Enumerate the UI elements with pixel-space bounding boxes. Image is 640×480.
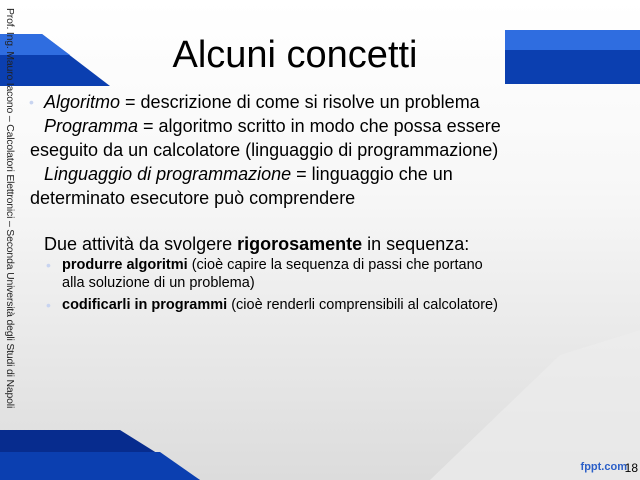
activities-intro: Due attività da svolgere rigorosamente in sequenza: (44, 234, 470, 254)
sub-item-produrre-cont: alla soluzione di un problema) (62, 275, 255, 291)
slide-title: Alcuni concetti (172, 34, 418, 76)
bullet-icon: • (46, 297, 51, 313)
definition: = algoritmo scritto in modo che possa essere (138, 116, 501, 136)
item-linguaggio-cont: determinato esecutore può comprendere (30, 188, 356, 208)
author-sidebar: Prof. Ing. Mauro Iacono – Calcolatori Elettronici – Seconda Università degli Studi di Napoli (4, 8, 16, 409)
item-programma (30, 114, 610, 138)
slide-body (30, 90, 610, 314)
term: Programma (44, 116, 139, 136)
definition: = linguaggio che un (291, 164, 453, 184)
fppt-logo: fppt.com (580, 461, 627, 473)
item-linguaggio (30, 162, 610, 186)
definition: = descrizione di come si risolve un problema (120, 92, 480, 112)
bullet-icon: • (46, 257, 51, 273)
sub-item-codificare: • codificarli in programmi (cioè renderli comprensibili al calcolatore) (46, 297, 498, 313)
page-number: 18 (624, 461, 638, 475)
bullet-icon: • (29, 94, 34, 110)
item-algoritmo (30, 90, 610, 114)
term: Algoritmo (44, 92, 121, 112)
sub-item-produrre: • produrre algoritmi (cioè capire la sequenza di passi che portano (46, 257, 483, 273)
emphasis: rigorosamente (237, 234, 363, 254)
term: Linguaggio di programmazione (44, 164, 292, 184)
item-programma-cont: eseguito da un calcolatore (linguaggio di programmazione) (30, 140, 499, 160)
